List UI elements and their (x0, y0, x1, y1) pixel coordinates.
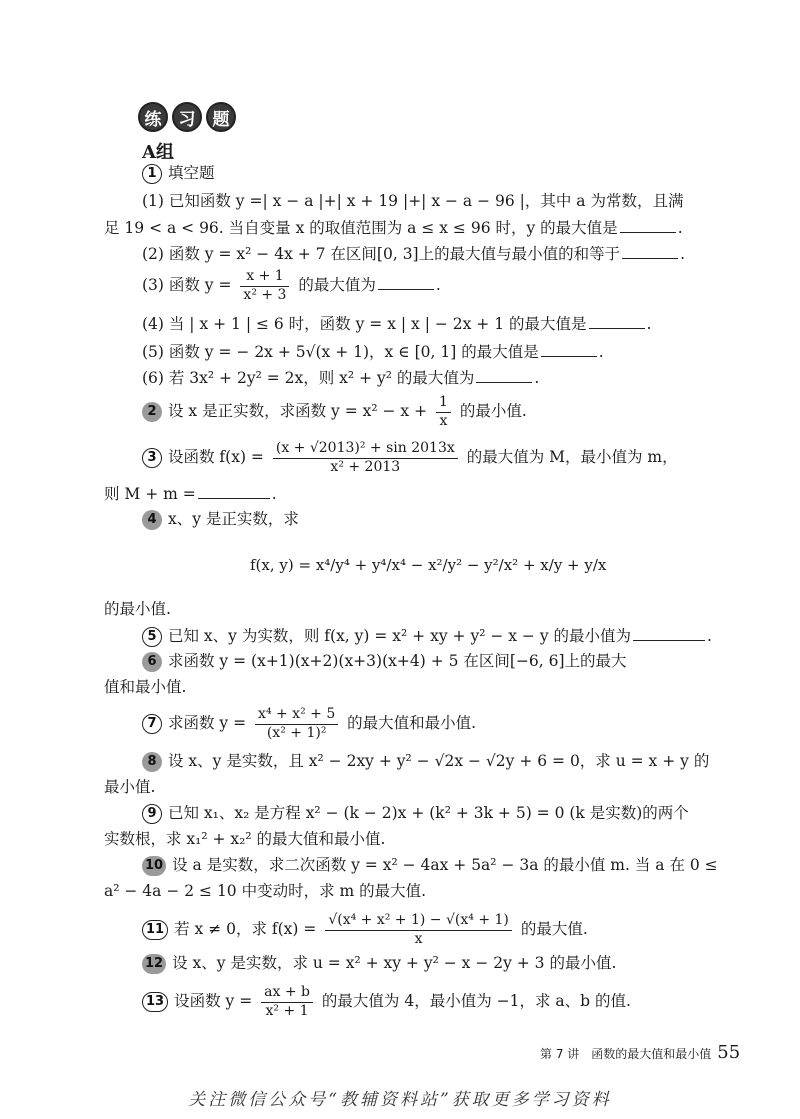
text: 设 x 是正实数，求函数 y = x² − x + (168, 402, 428, 420)
question-9 (142, 804, 689, 824)
text: 的最大值为 4，最小值为 −1，求 a、b 的值. (321, 992, 631, 1010)
question-3 (142, 440, 678, 476)
question-number: 9 (142, 804, 162, 824)
text: 的最小值. (459, 402, 527, 420)
text: (6) 若 3x² + 2y² = 2x，则 x² + y² 的最大值为 (142, 369, 475, 387)
fraction (325, 912, 512, 948)
text: 的最大值和最小值. (347, 714, 477, 732)
text: (2) 函数 y = x² − 4x + 7 在区间[0, 3]上的最大值与最小值的和等于 (142, 245, 621, 263)
chapter-title: 第 7 讲 函数的最大值和最小值 (540, 1047, 712, 1061)
text: 设函数 y = (174, 992, 253, 1010)
numerator: 1 (436, 394, 451, 413)
question-13 (142, 984, 631, 1020)
fraction (240, 268, 289, 304)
denominator: x² + 3 (243, 286, 287, 303)
text: 的最大值. (520, 920, 588, 938)
question-6-line-2: 值和最小值. (104, 678, 187, 696)
heading-char: 习 (172, 102, 202, 132)
text: (4) 当 | x + 1 | ≤ 6 时，函数 y = x | x | − 2x + 1 的最大值是 (142, 315, 587, 333)
text: (3) 函数 y = (142, 276, 232, 294)
page-footer (540, 1042, 740, 1063)
numerator: (x + √2013)² + sin 2013x (273, 440, 458, 459)
numerator: √(x⁴ + x² + 1) − √(x⁴ + 1) (325, 912, 512, 931)
question-10 (142, 856, 718, 876)
question-1 (142, 164, 215, 184)
question-8 (142, 752, 709, 772)
question-11 (142, 912, 588, 948)
question-1-part-5: (5) 函数 y = − 2x + 5√(x + 1)，x ∈ [0, 1] 的最大值是 . (142, 343, 604, 361)
text: 的最大值为 (298, 276, 376, 294)
question-number: 10 (142, 856, 166, 876)
question-number: 5 (142, 627, 162, 647)
heading-char: 题 (206, 102, 236, 132)
fraction (255, 706, 338, 742)
question-number: 8 (142, 752, 162, 772)
question-number: 12 (142, 954, 166, 974)
question-5: 5 已知 x、y 为实数，则 f(x, y) = x² + xy + y² − x − y 的最小值为 . (142, 626, 712, 647)
exercise-heading (138, 102, 236, 132)
text: 设 a 是实数，求二次函数 y = x² − 4ax + 5a² − 3a 的最小值 m. 当 a 在 0 ≤ (172, 856, 718, 874)
denominator: x² + 1 (265, 1002, 309, 1019)
text: 设 x、y 是实数，求 u = x² + xy + y² − x − 2y + 3 的最小值. (172, 954, 617, 972)
text: 求函数 y = (x+1)(x+2)(x+3)(x+4) + 5 在区间[−6, 6]上的最大 (168, 652, 627, 670)
numerator: x⁴ + x² + 5 (255, 706, 338, 725)
text: x、y 是正实数，求 (168, 510, 299, 528)
question-9-line-2: 实数根，求 x₁² + x₂² 的最大值和最小值. (104, 830, 386, 848)
watermark: 关注微信公众号“教辅资料站”获取更多学习资料 (188, 1090, 612, 1110)
denominator: x (414, 930, 423, 947)
text: 则 M + m = (104, 485, 196, 503)
question-number: 13 (142, 992, 168, 1012)
answer-blank (589, 314, 645, 329)
answer-blank (476, 368, 532, 383)
answer-blank (541, 342, 597, 357)
text: 的最大值为 M，最小值为 m， (466, 448, 678, 466)
question-1-part-4: (4) 当 | x + 1 | ≤ 6 时，函数 y = x | x | − 2x + 1 的最大值是 . (142, 315, 652, 333)
question-4-formula: f(x, y) = x⁴/y⁴ + y⁴/x⁴ − x²/y² − y²/x² + x/y + y/x (250, 556, 607, 574)
question-1-part-1-line-2: 足 19 < a < 96. 当自变量 x 的取值范围为 a ≤ x ≤ 96 时，y 的最大值是 . (104, 219, 683, 237)
question-number: 11 (142, 920, 168, 940)
question-number: 7 (142, 714, 162, 734)
question-12 (142, 954, 616, 974)
question-title: 填空题 (168, 164, 215, 182)
answer-blank (198, 484, 270, 499)
denominator: x (439, 412, 448, 429)
question-4-tail: 的最小值. (104, 600, 171, 618)
page-number: 55 (717, 1042, 741, 1063)
text: (5) 函数 y = − 2x + 5√(x + 1)，x ∈ [0, 1] 的最大值是 (142, 343, 539, 361)
question-number: 4 (142, 510, 162, 530)
question-1-part-1-line-1: (1) 已知函数 y =| x − a |+| x + 19 |+| x − a − 96 |，其中 a 为常数，且满 (142, 192, 684, 210)
heading-char: 练 (138, 102, 168, 132)
question-number: 6 (142, 652, 162, 672)
question-2 (142, 394, 527, 430)
text: 设 x、y 是实数，且 x² − 2xy + y² − √2x − √2y + 6 = 0，求 u = x + y 的 (168, 752, 710, 770)
question-8-line-2: 最小值. (104, 778, 156, 796)
fraction (436, 394, 451, 430)
text: 已知 x₁、x₂ 是方程 x² − (k − 2)x + (k² + 3k + 5) = 0 (k 是实数)的两个 (168, 804, 689, 822)
question-6 (142, 652, 627, 672)
answer-blank (620, 218, 676, 233)
text: 设函数 f(x) = (168, 448, 264, 466)
text: 求函数 y = (168, 714, 247, 732)
group-title: A组 (142, 142, 174, 163)
text: 已知 x、y 为实数，则 f(x, y) = x² + xy + y² − x − y 的最小值为 (168, 627, 632, 645)
question-7 (142, 706, 476, 742)
question-1-part-3: (3) 函数 y = $\frac{x + 1}{\text{x² + 3}}$ 的最大值为 . (142, 268, 441, 303)
question-1-part-2: (2) 函数 y = x² − 4x + 7 在区间[0, 3]上的最大值与最小值的和等于 . (142, 245, 686, 263)
answer-blank (378, 275, 434, 290)
answer-blank (633, 626, 705, 641)
question-number: 2 (142, 402, 162, 422)
answer-blank (622, 244, 678, 259)
text: 足 19 < a < 96. 当自变量 x 的取值范围为 a ≤ x ≤ 96 时，y 的最大值是 (104, 219, 618, 237)
numerator: ax + b (261, 984, 313, 1003)
question-3-line-2: 则 M + m = . (104, 485, 277, 503)
numerator: x + 1 (240, 268, 289, 287)
question-4 (142, 510, 299, 530)
fraction (273, 440, 458, 476)
question-number: 1 (142, 164, 162, 184)
question-1-part-6: (6) 若 3x² + 2y² = 2x，则 x² + y² 的最大值为 . (142, 369, 540, 387)
question-number: 3 (142, 448, 162, 468)
fraction (261, 984, 313, 1020)
text: 若 x ≠ 0，求 f(x) = (174, 920, 317, 938)
denominator: (x² + 1)² (266, 724, 327, 741)
question-10-line-2: a² − 4a − 2 ≤ 10 中变动时，求 m 的最大值. (104, 882, 427, 900)
denominator: x² + 2013 (330, 458, 401, 475)
